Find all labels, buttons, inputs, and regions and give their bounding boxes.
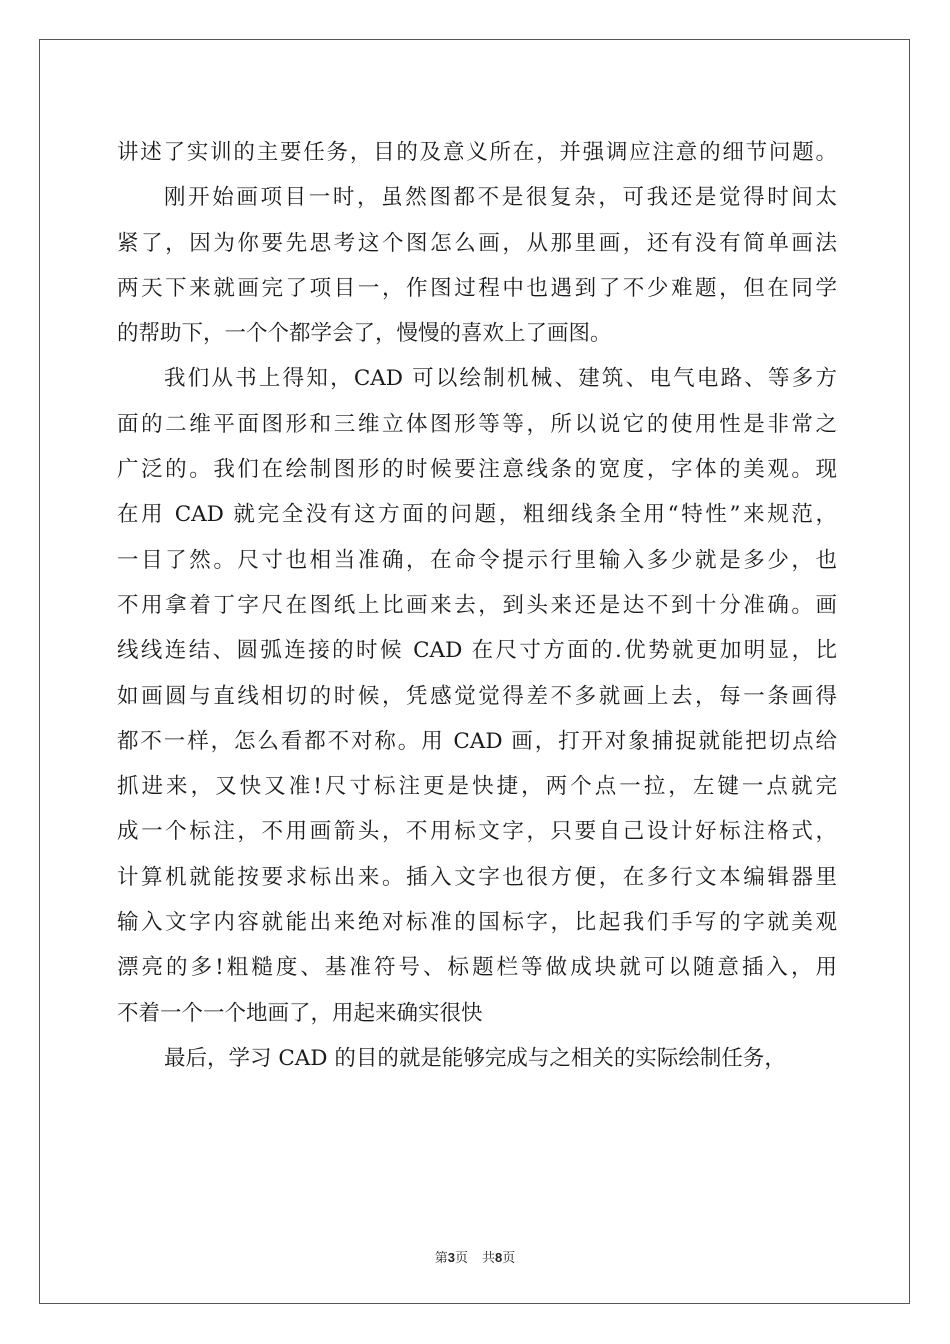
page-prefix: 第 [434,1251,448,1266]
text-line: 漂亮的多!粗糙度、基准符号、标题栏等做成块就可以随意插入，用 [117,955,837,981]
text-line: 成一个标注，不用画箭头，不用标文字，只要自己设计好标注格式， [117,819,837,845]
text-line: 在用 CAD 就完全没有这方面的问题，粗细线条全用“特性”来规范， [117,502,837,528]
text-line: 广泛的。我们在绘制图形的时候要注意线条的宽度，字体的美观。现 [117,457,837,483]
text-line: 不用拿着丁字尺在图纸上比画来去，到头来还是达不到十分准确。画 [117,592,837,618]
text-line: 抓进来，又快又准!尺寸标注更是快捷，两个点一拉，左键一点就完 [117,774,837,800]
text-line: 两天下来就画完了项目一，作图过程中也遇到了不少难题，但在同学 [117,275,837,301]
text-line: 讲述了实训的主要任务，目的及意义所在，并强调应注意的细节问题。 [117,140,837,165]
total-prefix: 共 [482,1251,496,1266]
total-suffix: 页 [502,1251,516,1266]
text-line: 最后，学习 CAD 的目的就是能够完成与之相关的实际绘制任务， [164,1045,786,1071]
text-line: 计算机就能按要求标出来。插入文字也很方便，在多行文本编辑器里 [117,864,837,890]
text-line: 都不一样，怎么看都不对称。用 CAD 画，打开对象捕捉就能把切点给 [117,728,837,754]
text-line: 紧了，因为你要先思考这个图怎么画，从那里画，还有没有简单画法 [117,230,837,256]
text-line: 如画圆与直线相切的时候，凭感觉觉得差不多就画上去，每一条画得 [117,683,837,709]
text-line: 的帮助下，一个个都学会了，慢慢的喜欢上了画图。 [117,321,612,347]
total-pages: 8 [495,1250,503,1265]
text-line: 刚开始画项目一时，虽然图都不是很复杂，可我还是觉得时间太 [164,185,837,211]
page-number: 3 [447,1250,455,1265]
document-body [117,130,837,1081]
text-line: 面的二维平面图形和三维立体图形等等，所以说它的使用性是非常之 [117,411,837,437]
text-line: 线线连结、圆弧连接的时候 CAD 在尺寸方面的.优势就更加明显，比 [117,638,837,664]
page-footer [0,1247,950,1266]
text-line: 输入文字内容就能出来绝对标准的国标字，比起我们手写的字就美观 [117,910,837,936]
text-line: 一目了然。尺寸也相当准确，在命令提示行里输入多少就是多少，也 [117,547,837,573]
text-line: 不着一个一个地画了，用起来确实很快 [117,1000,483,1026]
page-suffix: 页 [454,1251,468,1266]
text-line: 我们从书上得知，CAD 可以绘制机械、建筑、电气电路、等多方 [164,366,837,392]
